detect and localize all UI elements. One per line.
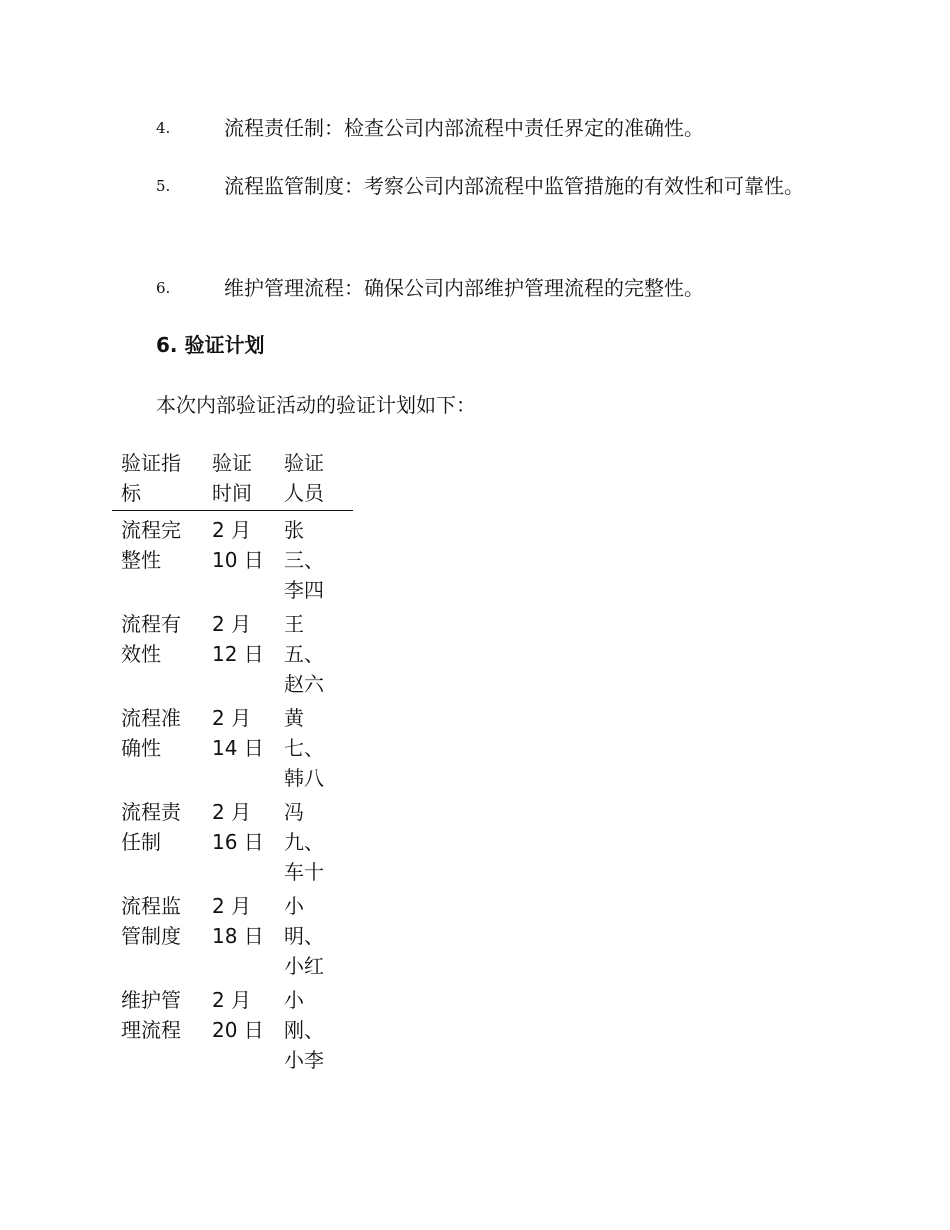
header-cell-personnel: 验证人员 [275, 446, 353, 511]
cell-personnel: 黄七、韩八 [284, 706, 324, 790]
cell-time: 2 月 20 日 [212, 988, 264, 1042]
cell-time: 2 月 12 日 [212, 612, 264, 666]
cell-time: 2 月 16 日 [212, 800, 264, 854]
cell-time: 2 月 14 日 [212, 706, 264, 760]
table-row [112, 511, 353, 608]
list-item [112, 266, 822, 310]
table-header-row [112, 446, 353, 511]
cell-indicator: 流程准确性 [121, 706, 181, 760]
cell-time: 2 月 18 日 [212, 894, 264, 948]
list-number: 5. [156, 177, 171, 195]
cell-personnel: 张三、李四 [284, 518, 324, 602]
list-number: 4. [156, 119, 171, 137]
cell-personnel: 小明、小红 [284, 894, 324, 978]
cell-indicator: 流程有效性 [121, 612, 181, 666]
header-cell-indicator: 验证指标 [112, 446, 203, 511]
verification-plan-table [112, 446, 353, 1077]
table-row [112, 889, 353, 983]
list-number: 6. [156, 279, 171, 297]
table-row [112, 607, 353, 701]
cell-personnel: 冯九、车十 [284, 800, 324, 884]
table-row [112, 795, 353, 889]
cell-indicator: 流程完整性 [121, 518, 181, 572]
table-row [112, 701, 353, 795]
cell-indicator: 流程监管制度 [121, 894, 181, 948]
cell-indicator: 流程责任制 [121, 800, 181, 854]
header-cell-time: 验证时间 [203, 446, 275, 511]
cell-indicator: 维护管理流程 [121, 988, 181, 1042]
section-intro: 本次内部验证活动的验证计划如下： [156, 393, 476, 417]
cell-personnel: 王五、赵六 [284, 612, 324, 696]
section-heading: 6. 验证计划 [156, 333, 265, 357]
list-item [112, 106, 822, 150]
table-row [112, 983, 353, 1077]
list-text: 流程监管制度：考察公司内部流程中监管措施的有效性和可靠性。 [224, 174, 804, 198]
cell-time: 2 月 10 日 [212, 518, 264, 572]
list-item [112, 164, 822, 208]
list-text: 流程责任制：检查公司内部流程中责任界定的准确性。 [224, 116, 704, 140]
list-text: 维护管理流程：确保公司内部维护管理流程的完整性。 [224, 276, 704, 300]
cell-personnel: 小刚、小李 [284, 988, 324, 1072]
